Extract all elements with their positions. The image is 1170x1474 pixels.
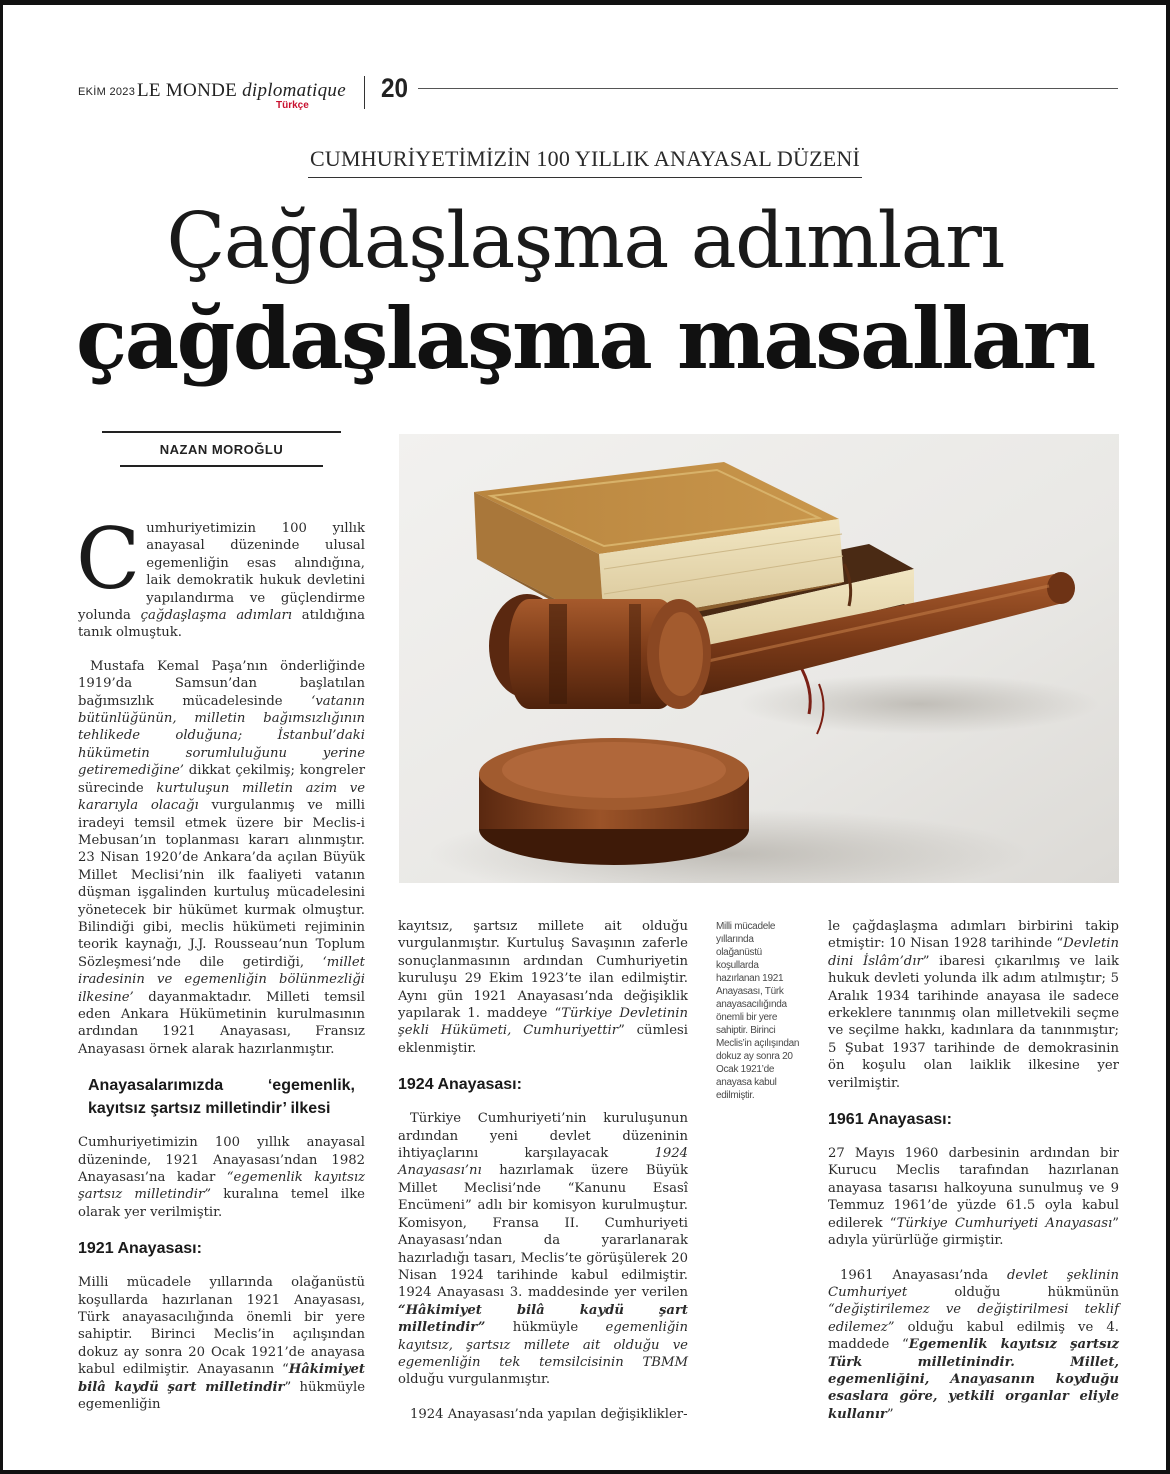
headline-line-2: çağdaşlaşma masalları [76, 289, 1094, 388]
logo-main: LE MONDE [137, 80, 238, 101]
emphasis-run: 1924 Anayasası’nı [398, 1146, 688, 1179]
paragraph [78, 658, 365, 1058]
paragraph [828, 1145, 1119, 1249]
text-run: 1961 Anayasası’nda [840, 1267, 1007, 1283]
section-kicker [0, 146, 1170, 178]
text-run: ” adıyla yürürlüğe girmiştir. [828, 1215, 1119, 1249]
paragraph [828, 1267, 1119, 1424]
text-run: olduğu hükmünün [907, 1284, 1119, 1300]
header-rule [418, 88, 1118, 89]
article-column-3 [828, 918, 1119, 1423]
drop-cap: C [76, 510, 141, 608]
emphasis-run: Devletin dini İslâm’dır [828, 936, 1119, 969]
text-run: Türkiye Cumhuriyeti’nin kuruluşunun ardından yeni devlet düzeninin ihtiyaçlarını karşılayacak [398, 1111, 688, 1162]
paragraph [398, 1110, 688, 1389]
subheading-1924: 1924 Anayasası: [398, 1076, 522, 1094]
issue-date: EKİM 2023 [78, 86, 136, 98]
intro-paragraph [76, 510, 365, 642]
emphasis-run: Türkiye Cumhuriyeti Anayasası [896, 1215, 1113, 1231]
strong-run: Egemenlik kayıtsız şartsız Türk milletinindir. Millet, egemenliğini, Anayasanın koyduğu esaslara göre, yetkili organlar eliyle kullanır [828, 1337, 1119, 1422]
emphasis-run: “değiştirilemez ve değiştirilmesi teklif edilemez” [828, 1302, 1119, 1335]
emphasis-run: Türkiye Devletinin şekli Hükümeti, Cumhuriyettir [398, 1006, 688, 1039]
text-run: ” cümlesi eklenmiştir. [398, 1023, 688, 1056]
text-run: Mustafa Kemal Paşa’nın önderliğinde 1919’da Samsun’dan başlatılan bağımsızlık mücadelesinde [78, 658, 365, 709]
paragraph [78, 1274, 365, 1413]
text-run: kayıtsız, şartsız millete ait olduğu vurgulanmıştır. Kurtuluş Savaşının zaferle sonuçlanmasının ardından Cumhuriyetin kuruluşu 29 Ekim 1923’te ilan edilmiştir. Aynı gün 1921 Anayasası’nda değişiklik yapılarak 1. maddeye “ [398, 919, 688, 1022]
text-run: kuralına temel ilke olarak yer verilmiştir. [78, 1187, 365, 1220]
subheading-1961: 1961 Anayasası: [828, 1111, 952, 1129]
intro-emphasis: çağdaşlaşma adımları [140, 608, 292, 624]
gavel-and-books-photo [399, 434, 1119, 883]
text-run: le çağdaşlaşma adımları birbirini takip etmiştir: 10 Nisan 1928 tarihinde “ [828, 919, 1119, 952]
paragraph [78, 1134, 365, 1221]
headline-line-1: Çağdaşlaşma adımları [166, 197, 1004, 286]
text-run: Cumhuriyetimizin 100 yıllık anayasal düzeninde, 1921 Anayasası’ndan 1982 Anayasası’na kadar [78, 1135, 365, 1185]
header-divider [364, 76, 365, 109]
article-column-1 [76, 510, 366, 1413]
intro-text: umhuriyetimizin 100 yıllık anayasal düzeninde ulusal egemenliğin esas alındığına, laik demokratik hukuk devletini yapılandırma ve güçlendirme yolunda [78, 521, 365, 624]
logo-italic: diplomatique [242, 80, 346, 101]
article-column-2 [398, 918, 688, 1423]
page-frame-bottom [0, 1470, 1170, 1474]
author-byline: NAZAN MOROĞLU [159, 442, 284, 457]
page-frame-top [0, 0, 1170, 5]
emphasis-run: “egemenlik kayıtsız şartsız milletindir” [78, 1170, 366, 1203]
author-rule-top [102, 431, 341, 433]
text-run: ” hükmüyle egemenliğin [78, 1379, 365, 1413]
author-rule-bottom [120, 465, 323, 467]
paragraph [828, 918, 1119, 1092]
text-run: 27 Mayıs 1960 darbesinin ardından bir Kurucu Meclis tarafından hazırlanan anayasa tasarısı halkoyuna sunulmuş ve 9 Temmuz 1961’de yüzde 61.5 oyla kabul edilerek “ [828, 1146, 1119, 1231]
emphasis-run: kurtuluşun milletin azim ve kararıyla olacağı [78, 780, 366, 814]
text-run: dayanmaktadır. Milleti temsil eden Ankara Hükümetinin kurulmasının ardından 1921 Anayasası, Fransız Anayasası örnek alarak hazırlanmıştır. [78, 989, 365, 1057]
text-run: vurgulanmış ve milli iradeyi temsil etmek üzere bir Meclis-i Mebusan’ın toplanması kararı alınmıştır. 23 Nisan 1920’de Ankara’da açılan Büyük Millet Meclisi’nin ilk faaliyeti vatanın düşman işgalinden kurtuluş mücadelesini yönetecek bir hükümet kurmak olmuştur. Bilindiği gibi, meclis hükümeti rejiminin teorik kaynağı, J.J. Rousseau’nun Toplum Sözleşmesi’nde dile getirdiği, [78, 798, 365, 970]
subheading-1921: 1921 Anayasası: [78, 1240, 202, 1258]
intro-text-end: atıldığına tanık olmuştuk. [78, 608, 365, 641]
strong-run: Hâkimiyet bilâ kaydü şart milletindir [78, 1362, 365, 1395]
kicker-text: CUMHURİYETİMİZİN 100 YILLIK ANAYASAL DÜZENİ [308, 146, 862, 178]
emphasis-run: ‘millet iradesinin ve egemenliğin bölünmezliği ilkesine’ [78, 954, 365, 1005]
text-run: hükmüyle [485, 1320, 606, 1336]
text-run: dikkat çekilmiş; kongreler sürecinde [78, 763, 365, 796]
emphasis-run: egemenliğin kayıtsız, şartsız millete ait olduğu ve egemenliğin tek temsilcisinin TBMM [398, 1320, 688, 1370]
sidebar-pull-note: Milli mücadele yıllarında olağanüstü koşullarda hazırlanan 1921 Anayasası, Türk anayasacılığında önemli bir yere sahiptir. Birinci Meclis’in açılışından dokuz ay sonra 20 Ocak 1921’de anayasa kabul edilmiştir. [716, 921, 800, 1101]
text-run: Milli mücadele yıllarında olağanüstü koşullarda hazırlanan 1921 Anayasası, Türk anayasacılığında önemli bir yere sahiptir. Birinci Meclis’in açılışından dokuz ay sonra 20 Ocak 1921’de anayasa kabul edilmiştir. Anayasanın “ [78, 1275, 365, 1378]
subheading-egemenlik: Anayasalarımızda ‘egemenlik, kayıtsız şartsız milletindir’ ilkesi [88, 1077, 355, 1118]
emphasis-run: ‘vatanın bütünlüğünün, milletin bağımsızlığının tehlikede olduğuna; İstanbul’daki hükümetin sorumluluğunu yerine getiremediğine’ [78, 693, 365, 779]
emphasis-run: devlet şeklinin Cumhuriyet [828, 1267, 1119, 1300]
text-run: hazırlamak üzere Büyük Millet Meclisi’nde “Kanunu Esasî Encümeni” adlı bir komisyon kurulmuştur. Komisyon, Fransa II. Cumhuriyeti Anayasası’ndan da yararlanarak hazırladığı tasarı, Meclis’te görüşülerek 20 Nisan 1924 tarihinde kabul edilmiştir. 1924 Anayasası 3. maddesinde yer verilen [398, 1163, 688, 1301]
text-run: olduğu vurgulanmıştır. [398, 1372, 551, 1388]
text-run: ” [886, 1406, 894, 1422]
publication-logo [137, 80, 346, 102]
logo-subtitle: Türkçe [276, 100, 309, 111]
strong-run: “Hâkimiyet bilâ kaydü şart milletindir” [398, 1302, 688, 1336]
paragraph: 1924 Anayasası’nda yapılan değişiklikler- [410, 1406, 688, 1422]
text-run: olduğu kabul edilmiş ve 4. maddede “ [828, 1319, 1119, 1353]
paragraph [398, 918, 688, 1057]
text-run: ” ibaresi çıkarılmış ve laik hukuk devleti yolunda ilk adım atılmıştır; 5 Aralık 1934 tarihinde anayasa ile sadece erkeklere tanınmış olan milletvekili seçme ve seçilme hakkı, kadınlara da tanınmıştır; 5 Şubat 1937 tarihinde de demokrasinin ön koşulu olan laiklik ilkesine yer verilmiştir. [828, 953, 1120, 1091]
page-number: 20 [381, 73, 409, 103]
